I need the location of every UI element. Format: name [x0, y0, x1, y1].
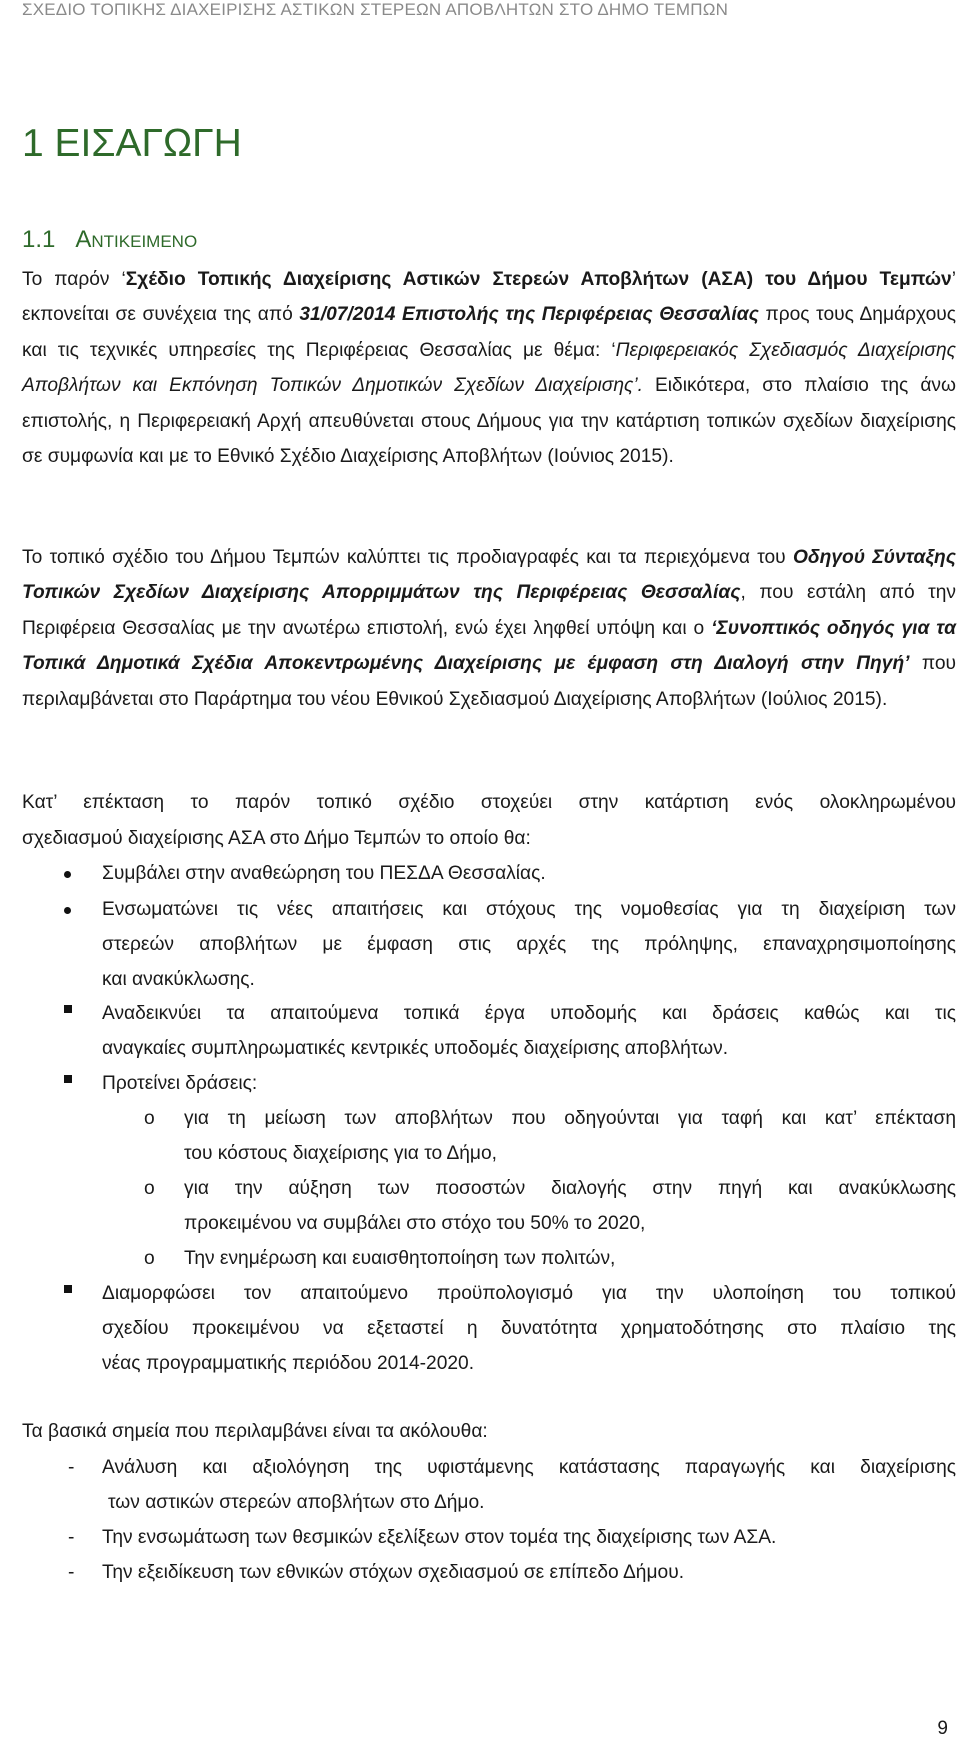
list-item: Προτείνει δράσεις:: [102, 1073, 258, 1094]
bullet-dot-icon: [64, 871, 71, 878]
dash-list-item: Την ενσωμάτωση των θεσμικών εξελίξεων στον τομέα της διαχείρισης των ΑΣΑ.: [102, 1527, 777, 1548]
sub-list-item-cont: προκειμένου να συμβάλει στο στόχο του 50% το 2020,: [184, 1213, 646, 1234]
page-number: 9: [937, 1718, 948, 1739]
dash-list-item: Την εξειδίκευση των εθνικών στόχων σχεδιασμού σε επίπεδο Δήμου.: [102, 1562, 685, 1583]
list-item: Διαμορφώσει τον απαιτούμενο προϋπολογισμό για την υλοποίηση του τοπικού: [102, 1283, 956, 1304]
section-number: 1.1: [22, 226, 56, 253]
guide-title: Οδηγού Σύνταξης Τοπικών Σχεδίων Διαχείρισης Απορριμμάτων της Περιφέρειας Θεσσαλίας: [22, 547, 956, 604]
intro-paragraph-1: Το παρόν ‘Σχέδιο Τοπικής Διαχείρισης Αστικών Στερεών Αποβλήτων (ΑΣΑ) του Δήμου Τεμπών’ εκπονείται σε συνέχεια της από 31/07/2014 Επιστολής της Περιφέρειας Θεσσαλίας προς τους Δημάρχους και τις τεχνικές υπηρεσίες της Περιφέρειας Θεσσαλίας με θέμα: ‘Περιφερειακός Σχεδιασμός Διαχείρισης Αποβλήτων και Εκπόνηση Τοπικών Δημοτικών Σχεδίων Διαχείρισης’. Ειδικότερα, στο πλαίσιο της άνω επιστολής, η Περιφερειακή Αρχή απευθύνεται στους Δήμους για την κατάρτιση τοπικών σχεδίων διαχείρισης σε συμφωνία και με το Εθνικό Σχέδιο Διαχείρισης Αποβλήτων (Ιούνιος 2015).: [22, 269, 956, 468]
bullet-dot-icon: [64, 907, 71, 914]
list-item-cont: σχεδίου προκειμένου να εξεταστεί η δυνατότητα χρηματοδότησης στο πλαίσιο της: [102, 1318, 956, 1339]
summary-guide-title: ‘Συνοπτικός οδηγός για τα Τοπικά Δημοτικά Σχέδια Αποκεντρωμένης Διαχείρισης με έμφαση στη Διαλογή στην Πηγή’: [22, 617, 956, 675]
plan-title: Σχέδιο Τοπικής Διαχείρισης Αστικών Στερεών Αποβλήτων (ΑΣΑ) του Δήμου Τεμπών: [125, 269, 952, 290]
key-points-intro: Τα βασικά σημεία που περιλαμβάνει είναι τα ακόλουθα:: [22, 1421, 488, 1442]
dash-list-item: Ανάλυση και αξιολόγηση της υφιστάμενης κατάστασης παραγωγής και διαχείρισης: [102, 1457, 956, 1478]
list-item: Συμβάλει στην αναθεώρηση του ΠΕΣΔΑ Θεσσαλίας.: [102, 863, 546, 884]
dash-bullet: -: [68, 1527, 75, 1548]
list-item-cont: στερεών αποβλήτων με έμφαση στις αρχές της πρόληψης, επαναχρησιμοποίησης: [102, 934, 956, 955]
circle-bullet-icon: o: [144, 1248, 155, 1269]
list-item-cont: νέας προγραμματικής περιόδου 2014-2020.: [102, 1353, 475, 1374]
list-item-cont: και ανακύκλωσης.: [102, 969, 255, 990]
letter-reference: 31/07/2014 Επιστολής της Περιφέρειας Θεσσαλίας: [299, 304, 759, 326]
dash-list-item-cont: των αστικών στερεών αποβλήτων στο Δήμο.: [108, 1492, 485, 1513]
dash-bullet: -: [68, 1562, 75, 1583]
square-bullet-icon: [64, 1075, 72, 1083]
letter-subject: Περιφερειακός Σχεδιασμός Διαχείρισης Αποβλήτων και Εκπόνηση Τοπικών Δημοτικών Σχεδίων Διαχείρισης’.: [22, 339, 956, 397]
sub-list-item: Την ενημέρωση και ευαισθητοποίηση των πολιτών,: [184, 1248, 616, 1269]
sub-list-item-cont: του κόστους διαχείρισης για το Δήμο,: [184, 1143, 497, 1164]
intro-paragraph-2: Το τοπικό σχέδιο του Δήμου Τεμπών καλύπτει τις προδιαγραφές και τα περιεχόμενα του Οδηγού Σύνταξης Τοπικών Σχεδίων Διαχείρισης Απορριμμάτων της Περιφέρειας Θεσσαλίας, που εστάλη από την Περιφέρεια Θεσσαλίας με την ανωτέρω επιστολή, ενώ έχει ληφθεί υπόψη και ο ‘Συνοπτικός οδηγός για τα Τοπικά Δημοτικά Σχέδια Αποκεντρωμένης Διαχείρισης με έμφαση στη Διαλογή στην Πηγή’ που περιλαμβάνεται στο Παράρτημα του νέου Εθνικού Σχεδιασμού Διαχείρισης Αποβλήτων (Ιούλιος 2015).: [22, 547, 956, 710]
running-header: ΣΧΕΔΙΟ ΤΟΠΙΚΗΣ ΔΙΑΧΕΙΡΙΣΗΣ ΑΣΤΙΚΩΝ ΣΤΕΡΕΩΝ ΑΠΟΒΛΗΤΩΝ ΣΤΟ ΔΗΜΟ ΤΕΜΠΩΝ: [22, 0, 729, 19]
circle-bullet-icon: o: [144, 1108, 155, 1129]
square-bullet-icon: [64, 1285, 72, 1293]
square-bullet-icon: [64, 1005, 72, 1013]
dash-bullet: -: [68, 1457, 75, 1478]
chapter-heading: 1 ΕΙΣΑΓΩΓΗ: [22, 122, 242, 165]
section-title: Αντικειμενο: [75, 226, 198, 253]
sub-list-item: για τη μείωση των αποβλήτων που οδηγούνται για ταφή και κατ’ επέκταση: [184, 1108, 956, 1129]
circle-bullet-icon: o: [144, 1178, 155, 1199]
objective-line-2: σχεδιασμού διαχείρισης ΑΣΑ στο Δήμο Τεμπών το οποίο θα:: [22, 828, 531, 849]
section-heading: [22, 226, 197, 254]
sub-list-item: για την αύξηση των ποσοστών διαλογής στην πηγή και ανακύκλωσης: [184, 1178, 956, 1199]
objective-line-1: Κατ’ επέκταση το παρόν τοπικό σχέδιο στοχεύει στην κατάρτιση ενός ολοκληρωμένου: [22, 792, 956, 813]
list-item: Αναδεικνύει τα απαιτούμενα τοπικά έργα υποδομής και δράσεις καθώς και τις: [102, 1003, 956, 1024]
list-item-cont: αναγκαίες συμπληρωματικές κεντρικές υποδομές διαχείρισης αποβλήτων.: [102, 1038, 729, 1059]
list-item: Ενσωματώνει τις νέες απαιτήσεις και στόχους της νομοθεσίας για τη διαχείριση των: [102, 899, 956, 920]
